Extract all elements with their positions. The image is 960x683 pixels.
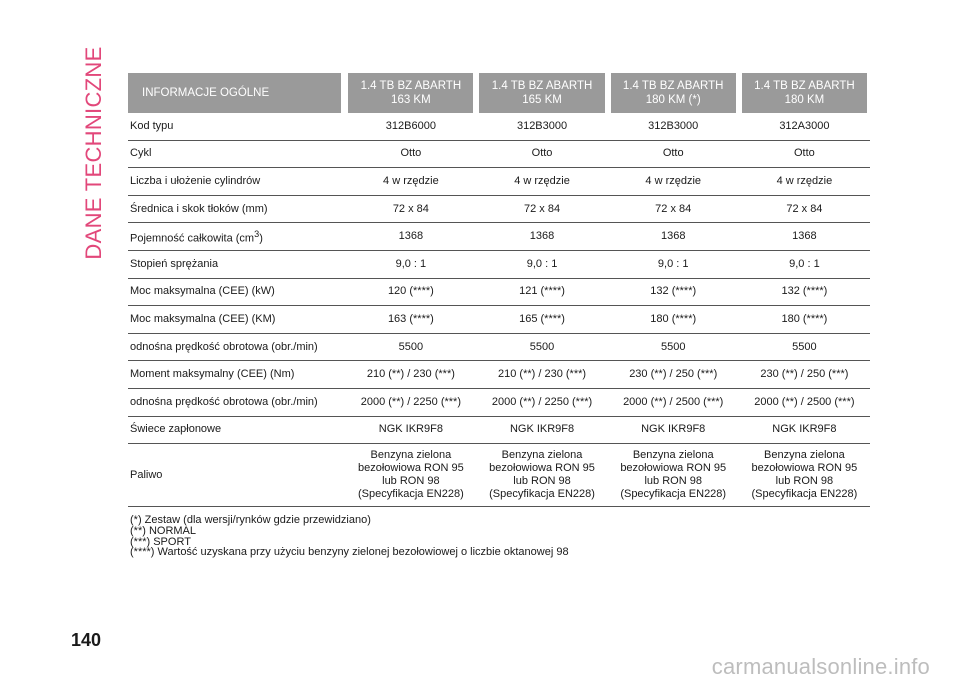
table-row bbox=[128, 223, 870, 251]
row-value: 1368 bbox=[739, 223, 870, 251]
row-value: 5500 bbox=[345, 334, 476, 362]
table-row bbox=[128, 113, 870, 141]
row-value: 2000 (**) / 2500 (***) bbox=[608, 389, 739, 417]
table-row bbox=[128, 361, 870, 389]
fuel-value bbox=[608, 444, 739, 507]
footnotes bbox=[130, 515, 569, 558]
row-value: 121 (****) bbox=[476, 279, 607, 307]
row-value: NGK IKR9F8 bbox=[345, 417, 476, 445]
row-value: 312B6000 bbox=[345, 113, 476, 141]
table-row bbox=[128, 306, 870, 334]
engine-spec-table bbox=[128, 73, 870, 507]
fuel-line: bezołowiowa RON 95 bbox=[620, 462, 727, 475]
row-value: Otto bbox=[345, 141, 476, 169]
watermark: carmanualsonline.info bbox=[711, 654, 930, 679]
header-column-4 bbox=[739, 73, 870, 113]
row-value: 165 (****) bbox=[476, 306, 607, 334]
row-value: 180 (****) bbox=[739, 306, 870, 334]
fuel-line: Benzyna zielona bbox=[764, 449, 845, 462]
row-label: Stopień sprężania bbox=[128, 251, 345, 279]
row-value: 4 w rzędzie bbox=[739, 168, 870, 196]
fuel-line: Benzyna zielona bbox=[370, 449, 452, 462]
fuel-line: (Specyfikacja EN228) bbox=[357, 488, 464, 501]
row-label: Moc maksymalna (CEE) (KM) bbox=[128, 306, 345, 334]
row-label: Średnica i skok tłoków (mm) bbox=[128, 196, 345, 224]
row-value: 210 (**) / 230 (***) bbox=[345, 361, 476, 389]
row-value: 180 (****) bbox=[608, 306, 739, 334]
fuel-line: lub RON 98 bbox=[775, 475, 834, 488]
row-value: 9,0 : 1 bbox=[739, 251, 870, 279]
fuel-value bbox=[739, 444, 870, 507]
fuel-line: (Specyfikacja EN228) bbox=[751, 488, 858, 501]
fuel-line: bezołowiowa RON 95 bbox=[357, 462, 464, 475]
row-label-superscript: 3 bbox=[254, 228, 260, 239]
page-number: 140 bbox=[71, 630, 102, 650]
header-column-line2: 163 KM bbox=[391, 94, 431, 106]
fuel-line: Benzyna zielona bbox=[501, 449, 583, 462]
row-value: 1368 bbox=[345, 223, 476, 251]
row-value: 5500 bbox=[476, 334, 607, 362]
footnote: (***) SPORT bbox=[130, 535, 191, 548]
header-column-line2: 180 KM bbox=[784, 94, 825, 106]
table-header-row bbox=[128, 73, 870, 113]
row-value: 72 x 84 bbox=[608, 196, 739, 224]
footnote: (****) Wartość uzyskana przy użyciu benzyny zielonej bezołowiowej o liczbie oktanowej 98 bbox=[130, 546, 569, 559]
header-column-line1: 1.4 TB BZ ABARTH bbox=[491, 80, 593, 92]
row-value: 210 (**) / 230 (***) bbox=[476, 361, 607, 389]
table-row bbox=[128, 389, 870, 417]
row-value: 4 w rzędzie bbox=[345, 168, 476, 196]
row-value: 72 x 84 bbox=[476, 196, 607, 224]
row-label: Paliwo bbox=[128, 444, 345, 507]
row-label: Świece zapłonowe bbox=[128, 417, 345, 445]
header-label: INFORMACJE OGÓLNE bbox=[142, 87, 270, 99]
fuel-line: Benzyna zielona bbox=[632, 449, 714, 462]
fuel-line: bezołowiowa RON 95 bbox=[489, 462, 595, 475]
row-value: 1368 bbox=[476, 223, 607, 251]
row-label: Cykl bbox=[128, 141, 345, 169]
row-value: 9,0 : 1 bbox=[608, 251, 739, 279]
row-value: 132 (****) bbox=[739, 279, 870, 307]
header-column-3 bbox=[608, 73, 739, 113]
row-value: 230 (**) / 250 (***) bbox=[608, 361, 739, 389]
fuel-line: lub RON 98 bbox=[382, 475, 440, 488]
footnote: (**) NORMAL bbox=[130, 524, 197, 537]
row-value: 4 w rzędzie bbox=[476, 168, 607, 196]
row-value: 163 (****) bbox=[345, 306, 476, 334]
row-value: 1368 bbox=[608, 223, 739, 251]
section-title-text: DANE TECHNICZNE bbox=[81, 46, 106, 260]
row-value: NGK IKR9F8 bbox=[608, 417, 739, 445]
header-column-line2: 180 KM (*) bbox=[645, 94, 701, 106]
row-label bbox=[128, 223, 345, 251]
row-value: NGK IKR9F8 bbox=[476, 417, 607, 445]
row-value: 9,0 : 1 bbox=[345, 251, 476, 279]
row-label: Kod typu bbox=[128, 113, 345, 141]
row-value: 72 x 84 bbox=[739, 196, 870, 224]
row-value: 312B3000 bbox=[608, 113, 739, 141]
row-value: Otto bbox=[476, 141, 607, 169]
row-label: odnośna prędkość obrotowa (obr./min) bbox=[128, 334, 345, 362]
header-column-line1: 1.4 TB BZ ABARTH bbox=[754, 80, 855, 92]
table-row bbox=[128, 417, 870, 445]
row-value: NGK IKR9F8 bbox=[739, 417, 870, 445]
row-value: 312B3000 bbox=[476, 113, 607, 141]
row-label-text: Pojemność całkowita (cm bbox=[130, 232, 255, 245]
header-column-line2: 165 KM bbox=[522, 94, 562, 106]
row-value: 5500 bbox=[739, 334, 870, 362]
row-label-suffix: ) bbox=[259, 232, 263, 245]
fuel-value bbox=[476, 444, 607, 507]
table-row bbox=[128, 196, 870, 224]
table-row bbox=[128, 334, 870, 362]
row-label: Liczba i ułożenie cylindrów bbox=[128, 168, 345, 196]
row-value: 2000 (**) / 2250 (***) bbox=[345, 389, 476, 417]
row-value: Otto bbox=[739, 141, 870, 169]
row-label: Moc maksymalna (CEE) (kW) bbox=[128, 279, 345, 307]
table-row-fuel bbox=[128, 444, 870, 507]
table-row bbox=[128, 141, 870, 169]
row-value: 72 x 84 bbox=[345, 196, 476, 224]
row-label: odnośna prędkość obrotowa (obr./min) bbox=[128, 389, 345, 417]
header-column-1 bbox=[345, 73, 476, 113]
table-row bbox=[128, 279, 870, 307]
header-column-line1: 1.4 TB BZ ABARTH bbox=[360, 80, 462, 92]
row-label: Moment maksymalny (CEE) (Nm) bbox=[128, 361, 345, 389]
row-value: 2000 (**) / 2500 (***) bbox=[739, 389, 870, 417]
row-value: Otto bbox=[608, 141, 739, 169]
fuel-line: lub RON 98 bbox=[644, 475, 702, 488]
row-value: 120 (****) bbox=[345, 279, 476, 307]
row-value: 132 (****) bbox=[608, 279, 739, 307]
header-column-2 bbox=[476, 73, 607, 113]
fuel-line: (Specyfikacja EN228) bbox=[620, 488, 727, 501]
header-label-cell bbox=[128, 73, 345, 113]
row-value: 5500 bbox=[608, 334, 739, 362]
fuel-line: bezołowiowa RON 95 bbox=[751, 462, 858, 475]
row-value: 2000 (**) / 2250 (***) bbox=[476, 389, 607, 417]
row-value: 312A3000 bbox=[739, 113, 870, 141]
row-value: 9,0 : 1 bbox=[476, 251, 607, 279]
header-column-line1: 1.4 TB BZ ABARTH bbox=[622, 80, 724, 92]
fuel-line: lub RON 98 bbox=[513, 475, 571, 488]
row-value: 230 (**) / 250 (***) bbox=[739, 361, 870, 389]
fuel-value bbox=[345, 444, 476, 507]
section-side-title bbox=[74, 46, 114, 260]
row-value: 4 w rzędzie bbox=[608, 168, 739, 196]
table-row bbox=[128, 251, 870, 279]
footnote: (*) Zestaw (dla wersji/rynków gdzie przewidziano) bbox=[130, 514, 371, 526]
fuel-line: (Specyfikacja EN228) bbox=[489, 488, 595, 501]
table-row bbox=[128, 168, 870, 196]
